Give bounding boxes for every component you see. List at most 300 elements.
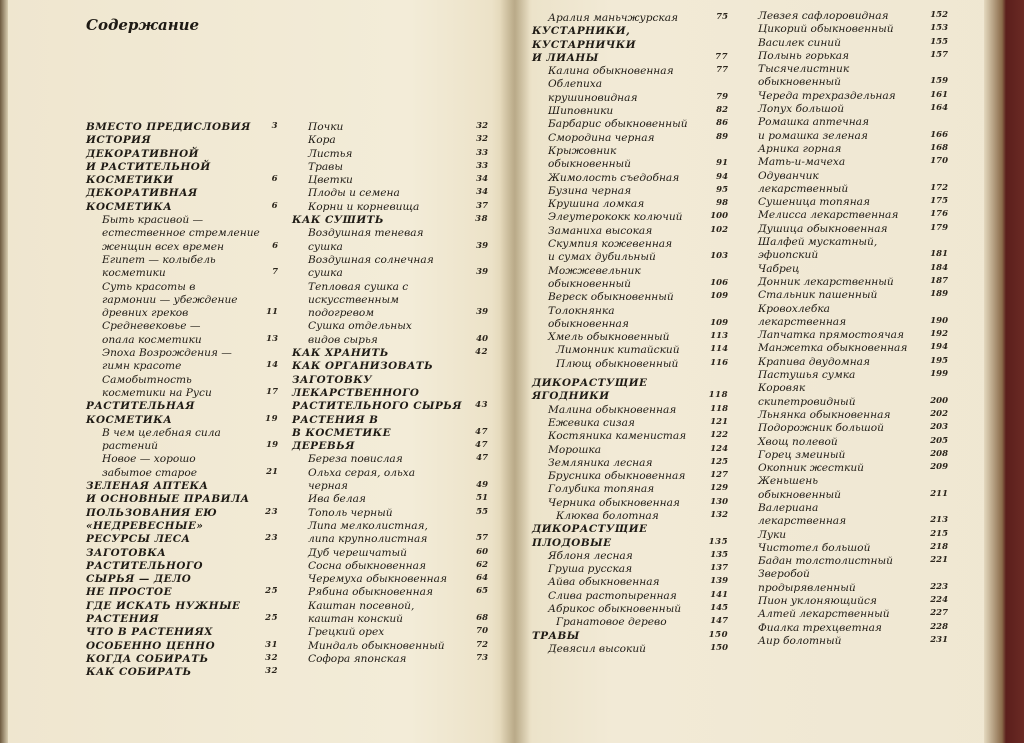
toc-entry-title: Цветки xyxy=(308,174,353,187)
toc-entry xyxy=(532,92,728,105)
toc-entry-title: ЗАГОТОВКУ xyxy=(292,373,373,386)
toc-page-number: 64 xyxy=(476,573,488,584)
toc-entry-title: Листья xyxy=(308,147,353,160)
toc-entry-title: ТРАВЫ xyxy=(532,629,580,642)
toc-entry xyxy=(532,225,728,238)
toc-entry xyxy=(758,23,948,36)
toc-entry-title: Фиалка трехцветная xyxy=(758,621,882,634)
toc-entry xyxy=(292,547,488,560)
toc-entry xyxy=(86,227,278,240)
toc-entry-title: КАК ОРГАНИЗОВАТЬ xyxy=(292,360,434,373)
toc-page-number: 168 xyxy=(930,142,948,153)
toc-entry-title: Одуванчик xyxy=(758,169,819,182)
toc-entry-title: Донник лекарственный xyxy=(758,275,894,288)
toc-entry xyxy=(758,356,948,369)
toc-entry xyxy=(532,444,728,457)
toc-entry-title: Женьшень xyxy=(758,475,818,488)
toc-entry xyxy=(292,533,488,546)
toc-entry-title: Хвощ полевой xyxy=(758,435,838,448)
toc-entry-title: Клюква болотная xyxy=(556,509,659,522)
toc-page-number: 113 xyxy=(710,331,728,342)
toc-entry xyxy=(758,635,948,648)
toc-entry-title: Лопух большой xyxy=(758,103,845,116)
toc-page-number: 19 xyxy=(266,440,278,451)
toc-entry xyxy=(758,276,948,289)
toc-page-number: 166 xyxy=(930,129,948,140)
toc-entry-title: КОСМЕТИКИ xyxy=(86,174,174,187)
toc-page-number: 102 xyxy=(710,224,728,235)
toc-page-number: 14 xyxy=(266,360,278,371)
toc-entry xyxy=(86,427,278,440)
toc-entry-title: опала косметики xyxy=(102,333,202,346)
toc-entry-title: искусственным xyxy=(308,293,399,306)
toc-entry-title: и сумах дубильный xyxy=(548,251,656,264)
toc-entry-title: КОСМЕТИКА xyxy=(86,413,173,426)
toc-page-number: 125 xyxy=(710,456,728,467)
toc-page-number: 190 xyxy=(930,315,948,326)
toc-page-number: 25 xyxy=(265,612,278,623)
toc-entry xyxy=(292,387,488,400)
toc-entry-title: Травы xyxy=(308,160,343,173)
toc-entry xyxy=(292,560,488,573)
toc-entry-title: Крыжовник xyxy=(548,144,617,157)
toc-entry xyxy=(532,563,728,576)
toc-page-number: 231 xyxy=(930,634,948,645)
toc-entry-title: Земляника лесная xyxy=(548,456,653,469)
toc-page-number: 114 xyxy=(710,344,728,355)
toc-entry-title: Тополь черный xyxy=(308,506,393,519)
toc-page-number: 6 xyxy=(271,174,278,185)
toc-entry xyxy=(758,409,948,422)
toc-entry-title: Пастушья сумка xyxy=(758,369,856,382)
toc-page-number: 55 xyxy=(476,506,488,517)
toc-page-number: 94 xyxy=(716,171,728,182)
toc-entry-title: Шиповники xyxy=(548,105,614,118)
toc-entry-title: Яблоня лесная xyxy=(548,549,633,562)
toc-entry-title: Береза повислая xyxy=(308,453,403,466)
toc-entry-title: Морошка xyxy=(548,443,602,456)
toc-entry-title: ДИКОРАСТУЩИЕ xyxy=(532,523,648,536)
toc-entry-title: Черемуха обыкновенная xyxy=(308,573,447,586)
toc-entry xyxy=(86,347,278,360)
toc-entry xyxy=(86,400,278,413)
toc-entry xyxy=(532,603,728,616)
toc-entry xyxy=(86,241,278,254)
toc-entry-title: обыкновенная xyxy=(548,317,629,330)
toc-entry xyxy=(758,156,948,169)
toc-entry xyxy=(532,305,728,318)
toc-page-number: 121 xyxy=(710,416,728,427)
toc-page-number: 79 xyxy=(716,91,728,102)
toc-page-number: 47 xyxy=(476,453,488,464)
toc-page-number: 161 xyxy=(930,89,948,100)
toc-page-number: 192 xyxy=(930,329,948,340)
toc-entry xyxy=(758,196,948,209)
toc-page-number: 6 xyxy=(271,200,278,211)
toc-entry xyxy=(758,342,948,355)
toc-page-number: 23 xyxy=(265,533,278,544)
toc-page-number: 39 xyxy=(476,267,488,278)
toc-page-number: 187 xyxy=(930,275,948,286)
toc-entry xyxy=(532,251,728,264)
toc-entry xyxy=(86,387,278,400)
toc-entry xyxy=(86,666,278,679)
toc-entry xyxy=(86,533,278,546)
toc-entry-title: Эпоха Возрождения — xyxy=(102,347,232,360)
toc-entry xyxy=(292,294,488,307)
toc-page-number: 68 xyxy=(476,612,488,623)
toc-entry xyxy=(532,344,728,357)
toc-page-number: 19 xyxy=(265,413,278,424)
toc-entry-title: Ромашка аптечная xyxy=(758,116,870,129)
toc-page-number: 175 xyxy=(930,196,948,207)
toc-entry xyxy=(292,254,488,267)
toc-page-number: 17 xyxy=(266,386,278,397)
toc-entry-title: Средневековье — xyxy=(102,320,201,333)
toc-entry-title: Костяника каменистая xyxy=(548,430,687,443)
toc-entry xyxy=(532,331,728,344)
toc-page-number: 150 xyxy=(710,642,728,653)
toc-page-number: 51 xyxy=(476,493,488,504)
toc-entry-title: ИСТОРИЯ xyxy=(86,134,152,147)
toc-entry xyxy=(86,360,278,373)
toc-page-number: 75 xyxy=(716,12,728,22)
toc-page-number: 23 xyxy=(265,506,278,517)
toc-entry xyxy=(86,626,278,639)
toc-page-number: 82 xyxy=(716,105,728,116)
toc-entry-title: Ежевика сизая xyxy=(548,416,635,429)
toc-page-number: 203 xyxy=(930,422,948,433)
toc-entry xyxy=(292,241,488,254)
toc-page-number: 38 xyxy=(475,214,488,225)
toc-entry xyxy=(758,515,948,528)
toc-page-number: 32 xyxy=(265,652,278,663)
toc-entry xyxy=(292,121,488,134)
toc-entry-title: забытое старое xyxy=(102,466,197,479)
toc-entry-title: сушка xyxy=(308,267,343,280)
toc-entry-title: Вереск обыкновенный xyxy=(548,291,674,304)
toc-entry xyxy=(86,134,278,147)
toc-entry-title: Полынь горькая xyxy=(758,49,850,62)
toc-entry xyxy=(86,600,278,613)
toc-page-number: 106 xyxy=(710,277,728,288)
toc-page-number: 189 xyxy=(930,289,948,300)
toc-page-number: 3 xyxy=(271,121,278,131)
toc-entry-title: РАСТИТЕЛЬНОГО xyxy=(86,559,204,572)
toc-entry xyxy=(758,249,948,262)
toc-entry xyxy=(86,174,278,187)
toc-entry xyxy=(292,640,488,653)
toc-entry-title: Груша русская xyxy=(548,563,633,576)
toc-entry xyxy=(758,529,948,542)
toc-entry xyxy=(532,78,728,91)
toc-entry-title: КУСТАРНИЧКИ xyxy=(532,38,637,51)
toc-entry-title: Толокнянка xyxy=(548,304,615,317)
toc-entry-title: Аралия маньчжурская xyxy=(548,12,679,24)
toc-entry xyxy=(532,12,728,25)
toc-entry-title: ВМЕСТО ПРЕДИСЛОВИЯ xyxy=(86,121,251,133)
toc-entry xyxy=(532,158,728,171)
toc-entry-title: гармонии — убеждение xyxy=(102,293,238,306)
toc-entry-title: Брусника обыкновенная xyxy=(548,470,686,483)
toc-entry xyxy=(758,143,948,156)
toc-entry xyxy=(758,236,948,249)
toc-page-number: 157 xyxy=(930,49,948,60)
toc-entry-title: Дуб черешчатый xyxy=(308,546,407,559)
toc-entry-title: Аир болотный xyxy=(758,634,842,647)
toc-entry-title: Лимонник китайский xyxy=(556,344,680,357)
toc-entry-title: гимн красоте xyxy=(102,360,182,373)
toc-entry xyxy=(86,281,278,294)
toc-entry-title: подогревом xyxy=(308,307,375,320)
toc-entry-title: Элеутерококк колючий xyxy=(548,211,683,224)
toc-entry-title: Бузина черная xyxy=(548,184,632,197)
toc-page-number: 195 xyxy=(930,355,948,366)
toc-page-number: 100 xyxy=(710,211,728,222)
toc-entry-title: каштан конский xyxy=(308,612,403,625)
toc-entry xyxy=(758,76,948,89)
toc-entry-title: РАСТЕНИЯ В xyxy=(292,413,379,426)
toc-entry-title: Каштан посевной, xyxy=(308,599,415,612)
toc-page-number: 31 xyxy=(265,639,278,650)
toc-column-4 xyxy=(758,10,948,648)
toc-entry xyxy=(758,595,948,608)
toc-page-number: 215 xyxy=(930,528,948,539)
toc-entry-title: Бадан толстолистный xyxy=(758,555,893,568)
toc-entry-title: Новое — хорошо xyxy=(102,453,196,466)
toc-entry-title: обыкновенный xyxy=(758,488,841,501)
toc-entry-title: лекарственная xyxy=(758,515,847,528)
toc-page-number: 32 xyxy=(476,121,488,131)
toc-page-number: 223 xyxy=(930,581,948,592)
toc-page-number: 179 xyxy=(930,222,948,233)
toc-page-number: 89 xyxy=(716,131,728,142)
toc-entry-title: КАК СОБИРАТЬ xyxy=(86,666,192,679)
toc-page-number: 170 xyxy=(930,156,948,167)
toc-entry-title: Абрикос обыкновенный xyxy=(548,603,682,616)
toc-page-number: 145 xyxy=(710,603,728,614)
toc-entry-title: Барбарис обыкновенный xyxy=(548,118,688,131)
toc-entry-title: ЗАГОТОВКА xyxy=(86,546,167,559)
toc-page-number: 132 xyxy=(710,509,728,520)
toc-entry-title: Валериана xyxy=(758,501,819,514)
toc-entry xyxy=(532,377,728,390)
toc-page-number: 39 xyxy=(476,307,488,318)
toc-entry xyxy=(292,453,488,466)
toc-entry-title: Девясил высокий xyxy=(548,642,647,655)
toc-entry-title: Самобытность xyxy=(102,373,192,386)
toc-entry xyxy=(532,238,728,251)
toc-entry-title: Софора японская xyxy=(308,652,407,665)
toc-entry xyxy=(292,427,488,440)
toc-entry xyxy=(532,358,728,371)
toc-page-number: 228 xyxy=(930,621,948,632)
toc-entry xyxy=(758,622,948,635)
toc-entry-title: Крапива двудомная xyxy=(758,355,870,368)
toc-page-number: 91 xyxy=(716,158,728,169)
toc-entry xyxy=(86,320,278,333)
toc-entry-title: Луки xyxy=(758,528,787,541)
toc-entry-title: Айва обыкновенная xyxy=(548,576,660,589)
left-page-edge xyxy=(0,0,8,743)
toc-entry xyxy=(532,497,728,510)
book-spine xyxy=(500,0,530,743)
toc-entry xyxy=(292,214,488,227)
toc-page-number: 70 xyxy=(476,626,488,637)
toc-entry-title: Жимолость съедобная xyxy=(548,171,680,184)
toc-entry xyxy=(758,396,948,409)
toc-entry xyxy=(532,523,728,536)
toc-entry xyxy=(86,440,278,453)
toc-entry-title: Сосна обыкновенная xyxy=(308,559,426,572)
toc-entry-title: КОСМЕТИКА xyxy=(86,200,173,213)
toc-page-number: 72 xyxy=(476,639,488,650)
toc-entry-title: продырявленный xyxy=(758,581,856,594)
toc-entry xyxy=(758,63,948,76)
toc-entry xyxy=(292,613,488,626)
toc-entry-title: женщин всех времен xyxy=(102,240,225,253)
toc-entry xyxy=(532,198,728,211)
toc-entry xyxy=(758,303,948,316)
toc-entry xyxy=(532,417,728,430)
toc-page-number: 155 xyxy=(930,36,948,47)
toc-entry-title: И РАСТИТЕЛЬНОЙ xyxy=(86,160,211,173)
toc-page-number: 224 xyxy=(930,595,948,606)
toc-page-number: 137 xyxy=(710,563,728,574)
toc-entry-title: лекарственный xyxy=(758,182,849,195)
toc-entry-title: ОСОБЕННО ЦЕННО xyxy=(86,639,216,652)
toc-entry-title: Ива белая xyxy=(308,493,366,506)
toc-entry xyxy=(532,65,728,78)
toc-entry-title: обыкновенный xyxy=(758,76,841,89)
toc-entry-title: скипетровидный xyxy=(758,395,856,408)
toc-page-number: 49 xyxy=(476,480,488,491)
toc-entry-title: Пион уклоняющийся xyxy=(758,595,877,608)
toc-page-number: 127 xyxy=(710,470,728,481)
toc-entry xyxy=(86,121,278,134)
toc-entry-title: И ОСНОВНЫЕ ПРАВИЛА xyxy=(86,493,250,506)
toc-entry-title: Ольха серая, ольха xyxy=(308,466,416,479)
toc-entry xyxy=(758,316,948,329)
toc-entry-title: НЕ ПРОСТОЕ xyxy=(86,586,173,599)
toc-entry xyxy=(86,334,278,347)
toc-entry-title: и ромашка зеленая xyxy=(758,129,868,142)
toc-entry xyxy=(86,187,278,200)
toc-page-number: 62 xyxy=(476,559,488,570)
toc-entry xyxy=(292,307,488,320)
toc-entry xyxy=(86,453,278,466)
toc-entry xyxy=(758,542,948,555)
toc-entry xyxy=(532,25,728,38)
toc-entry xyxy=(532,470,728,483)
toc-entry xyxy=(758,568,948,581)
toc-entry-title: Плющ обыкновенный xyxy=(556,357,679,370)
toc-page-number: 109 xyxy=(710,291,728,302)
toc-entry-title: ГДЕ ИСКАТЬ НУЖНЫЕ xyxy=(86,599,241,612)
toc-entry xyxy=(292,374,488,387)
toc-page-number: 98 xyxy=(716,198,728,209)
toc-entry xyxy=(532,265,728,278)
toc-entry-title: В чем целебная сила xyxy=(102,426,221,439)
toc-entry-title: Зверобой xyxy=(758,568,810,581)
toc-entry-title: эфиопский xyxy=(758,249,819,262)
toc-entry-title: Череда трехраздельная xyxy=(758,89,896,102)
toc-entry xyxy=(758,263,948,276)
toc-entry-title: сушка xyxy=(308,240,343,253)
toc-page-number: 176 xyxy=(930,209,948,220)
toc-entry-title: ЛЕКАРСТВЕННОГО xyxy=(292,386,420,399)
toc-entry-title: Смородина черная xyxy=(548,131,655,144)
toc-entry-title: КАК ХРАНИТЬ xyxy=(292,347,389,360)
toc-entry-title: косметики на Руси xyxy=(102,386,212,399)
toc-entry-title: Воздушная теневая xyxy=(308,227,424,240)
toc-page-number: 32 xyxy=(265,666,278,677)
toc-entry xyxy=(532,430,728,443)
toc-entry-title: Скумпия кожевенная xyxy=(548,238,673,251)
toc-entry-title: Душица обыкновенная xyxy=(758,222,888,235)
toc-entry xyxy=(292,467,488,480)
toc-entry xyxy=(86,520,278,533)
toc-entry xyxy=(292,320,488,333)
toc-entry xyxy=(758,422,948,435)
toc-page-number: 86 xyxy=(716,118,728,129)
toc-entry-title: Мелисса лекарственная xyxy=(758,209,899,222)
toc-entry xyxy=(532,211,728,224)
toc-page-number: 109 xyxy=(710,317,728,328)
toc-entry xyxy=(86,374,278,387)
toc-entry-title: Грецкий орех xyxy=(308,626,385,639)
toc-page-number: 7 xyxy=(272,267,278,278)
toc-entry xyxy=(758,489,948,502)
toc-entry-title: Египет — колыбель xyxy=(102,253,216,266)
toc-page-number: 213 xyxy=(930,515,948,526)
toc-entry xyxy=(532,457,728,470)
toc-page-number: 202 xyxy=(930,408,948,419)
toc-entry-title: Облепиха xyxy=(548,78,603,91)
toc-entry xyxy=(292,187,488,200)
toc-entry xyxy=(292,573,488,586)
toc-entry xyxy=(86,267,278,280)
toc-entry-title: Левзея сафлоровидная xyxy=(758,10,889,22)
toc-page-number: 208 xyxy=(930,448,948,459)
toc-entry xyxy=(86,493,278,506)
toc-page-number: 172 xyxy=(930,182,948,193)
toc-entry-title: крушиновидная xyxy=(548,91,638,104)
toc-entry-title: Кора xyxy=(308,134,336,147)
toc-entry xyxy=(758,183,948,196)
toc-entry-title: Липа мелколистная, xyxy=(308,519,428,532)
toc-entry-title: КУСТАРНИКИ, xyxy=(532,25,631,38)
toc-entry xyxy=(532,390,728,403)
toc-entry xyxy=(532,132,728,145)
toc-column-1 xyxy=(86,121,278,679)
toc-entry xyxy=(292,281,488,294)
toc-entry xyxy=(292,347,488,360)
toc-page-number: 194 xyxy=(930,342,948,353)
toc-entry-title: Окопник жесткий xyxy=(758,462,864,475)
toc-page-number: 124 xyxy=(710,443,728,454)
toc-entry-title: Тысячелистник xyxy=(758,63,850,76)
toc-page-number: 40 xyxy=(476,333,488,344)
toc-entry-title: В КОСМЕТИКЕ xyxy=(292,426,392,439)
toc-page-number: 181 xyxy=(930,249,948,260)
toc-page-number: 60 xyxy=(476,546,488,557)
toc-page-number: 73 xyxy=(476,652,488,663)
toc-page-number: 147 xyxy=(710,616,728,627)
toc-entry xyxy=(292,626,488,639)
toc-entry xyxy=(532,39,728,52)
book-cover-edge xyxy=(984,0,1024,743)
